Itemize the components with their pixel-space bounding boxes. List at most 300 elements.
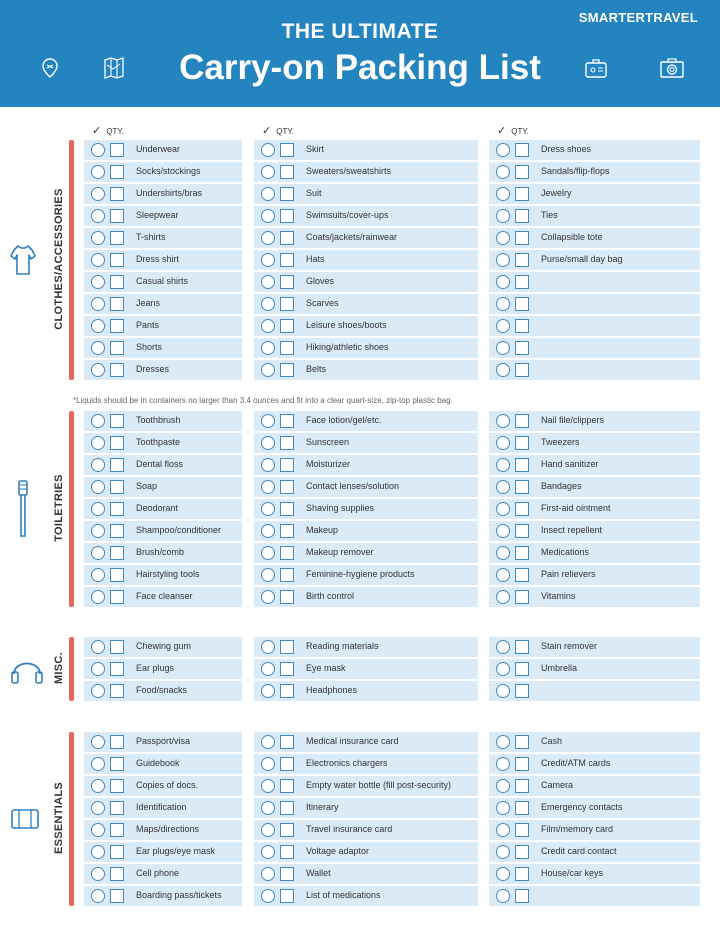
check-circle[interactable] [261,867,275,881]
toothbrush-icon [10,479,36,544]
check-circle[interactable] [91,209,105,223]
item-label: Nail file/clippers [541,415,605,425]
checklist-row [489,820,700,840]
item-label: Insect repellent [541,525,603,535]
quantity-box[interactable] [515,363,529,377]
quantity-box[interactable] [110,341,124,355]
quantity-box[interactable] [280,480,294,494]
quantity-box[interactable] [110,684,124,698]
checklist-row [254,162,478,182]
item-label: Umbrella [541,663,578,673]
quantity-box[interactable] [280,297,294,311]
quantity-box[interactable] [515,823,529,837]
check-circle[interactable] [261,640,275,654]
item-label: Food/snacks [136,685,188,695]
check-circle[interactable] [261,253,275,267]
checklist-row [84,162,242,182]
checklist-row [84,543,242,563]
quantity-box[interactable] [110,187,124,201]
quantity-box[interactable] [515,480,529,494]
check-circle[interactable] [261,458,275,472]
check-circle[interactable] [91,253,105,267]
item-label: T-shirts [136,232,166,242]
check-circle[interactable] [261,823,275,837]
quantity-box[interactable] [515,297,529,311]
check-circle[interactable] [91,735,105,749]
check-circle[interactable] [496,757,510,771]
check-circle[interactable] [261,502,275,516]
column-header-1: ✓ QTY. [92,125,124,137]
quantity-box[interactable] [280,165,294,179]
quantity-box[interactable] [515,684,529,698]
item-label: Ear plugs/eye mask [136,846,216,856]
check-circle[interactable] [261,231,275,245]
checklist-row [489,659,700,679]
quantity-box[interactable] [280,458,294,472]
checklist-row [254,659,478,679]
checklist-row [489,294,700,314]
quantity-box[interactable] [515,845,529,859]
checklist-row [254,316,478,336]
check-circle[interactable] [91,801,105,815]
checklist-row [489,411,700,431]
section-label: CLOTHES/ACCESSORIES [53,188,65,330]
quantity-box[interactable] [515,458,529,472]
check-circle[interactable] [261,524,275,538]
quantity-box[interactable] [515,341,529,355]
quantity-box[interactable] [280,341,294,355]
check-circle[interactable] [496,341,510,355]
quantity-box[interactable] [515,735,529,749]
item-label: Stain remover [541,641,598,651]
quantity-box[interactable] [280,735,294,749]
quantity-box[interactable] [280,231,294,245]
checklist-row [84,681,242,701]
check-circle[interactable] [496,363,510,377]
item-label: Camera [541,780,574,790]
quantity-box[interactable] [280,640,294,654]
quantity-box[interactable] [110,458,124,472]
quantity-box[interactable] [515,757,529,771]
check-circle[interactable] [496,253,510,267]
check-circle[interactable] [91,568,105,582]
check-circle[interactable] [496,143,510,157]
checklist-row [84,477,242,497]
item-label: Jeans [136,298,161,308]
checklist-row [254,864,478,884]
check-circle[interactable] [261,187,275,201]
quantity-box[interactable] [515,502,529,516]
checklist-row [489,338,700,358]
quantity-box[interactable] [110,414,124,428]
check-circle[interactable] [496,845,510,859]
check-circle[interactable] [91,363,105,377]
check-circle[interactable] [261,735,275,749]
page-title: Carry-on Packing List [179,48,541,87]
item-label: Makeup remover [306,547,374,557]
shirt-icon [10,243,36,282]
item-label: Hairstyling tools [136,569,200,579]
quantity-box[interactable] [280,319,294,333]
check-circle[interactable] [261,779,275,793]
quantity-box[interactable] [515,524,529,538]
quantity-box[interactable] [280,801,294,815]
item-label: Gloves [306,276,335,286]
quantity-box[interactable] [110,640,124,654]
check-circle[interactable] [261,436,275,450]
quantity-box[interactable] [515,253,529,267]
item-label: Travel insurance card [306,824,393,834]
checklist-row [489,798,700,818]
check-circle[interactable] [496,546,510,560]
quantity-box[interactable] [280,143,294,157]
check-circle[interactable] [261,684,275,698]
section-accent-bar [69,411,74,607]
item-label: Dress shirt [136,254,180,264]
item-label: House/car keys [541,868,604,878]
check-circle[interactable] [261,275,275,289]
check-circle[interactable] [91,319,105,333]
check-circle[interactable] [261,480,275,494]
quantity-box[interactable] [280,363,294,377]
quantity-box[interactable] [280,502,294,516]
check-circle[interactable] [261,757,275,771]
checklist-row [489,433,700,453]
check-circle[interactable] [91,823,105,837]
quantity-box[interactable] [515,867,529,881]
quantity-box[interactable] [110,823,124,837]
item-label: Toothbrush [136,415,181,425]
quantity-box[interactable] [515,889,529,903]
check-circle[interactable] [261,209,275,223]
quantity-box[interactable] [280,187,294,201]
item-label: Passport/visa [136,736,191,746]
quantity-box[interactable] [110,143,124,157]
check-circle[interactable] [261,801,275,815]
quantity-box[interactable] [280,845,294,859]
map-pin-icon [38,57,62,79]
check-circle[interactable] [261,662,275,676]
item-label: Copies of docs. [136,780,199,790]
checklist-row [254,338,478,358]
check-circle[interactable] [496,889,510,903]
check-circle[interactable] [261,363,275,377]
quantity-box[interactable] [280,209,294,223]
quantity-box[interactable] [515,143,529,157]
page-subtitle: THE ULTIMATE [281,20,439,43]
item-label: Chewing gum [136,641,192,651]
check-circle[interactable] [261,414,275,428]
section-label: ESSENTIALS [53,781,65,855]
item-label: Collapsible tote [541,232,603,242]
check-circle[interactable] [496,524,510,538]
quantity-box[interactable] [110,231,124,245]
quantity-box[interactable] [280,275,294,289]
check-circle[interactable] [91,458,105,472]
quantity-box[interactable] [110,590,124,604]
item-label: Pants [136,320,160,330]
quantity-box[interactable] [110,480,124,494]
checklist-row [84,228,242,248]
check-circle[interactable] [496,297,510,311]
item-label: Face cleanser [136,591,193,601]
checklist-row [254,543,478,563]
check-circle[interactable] [91,143,105,157]
quantity-box[interactable] [515,779,529,793]
check-circle[interactable] [496,436,510,450]
checklist-row [84,886,242,906]
check-circle[interactable] [91,867,105,881]
checklist-row [84,637,242,657]
checklist-row [489,732,700,752]
check-circle[interactable] [496,568,510,582]
quantity-box[interactable] [280,546,294,560]
checklist-row [254,140,478,160]
quantity-box[interactable] [110,757,124,771]
quantity-box[interactable] [515,165,529,179]
quantity-box[interactable] [110,209,124,223]
check-circle[interactable] [91,546,105,560]
suitcase-icon [584,57,608,79]
column-header-2: ✓ QTY. [262,125,294,137]
check-circle[interactable] [91,757,105,771]
quantity-box[interactable] [515,640,529,654]
item-label: Face lotion/gel/etc. [306,415,382,425]
quantity-box[interactable] [280,436,294,450]
quantity-box[interactable] [110,845,124,859]
check-circle[interactable] [91,845,105,859]
check-circle[interactable] [496,319,510,333]
item-label: Emergency contacts [541,802,623,812]
checklist-row [84,250,242,270]
check-circle[interactable] [91,889,105,903]
item-label: Coats/jackets/rainwear [306,232,398,242]
item-label: Guidebook [136,758,180,768]
check-circle[interactable] [91,640,105,654]
item-label: Undershirts/bras [136,188,203,198]
item-label: Scarves [306,298,339,308]
checklist-row [489,637,700,657]
checklist-row [254,499,478,519]
quantity-box[interactable] [280,253,294,267]
quantity-box[interactable] [110,735,124,749]
item-label: Shorts [136,342,163,352]
quantity-box[interactable] [110,253,124,267]
quantity-box[interactable] [110,165,124,179]
item-label: Underwear [136,144,181,154]
quantity-box[interactable] [280,823,294,837]
checklist-row [489,455,700,475]
quantity-box[interactable] [110,275,124,289]
check-circle[interactable] [91,414,105,428]
quantity-box[interactable] [515,209,529,223]
checklist-row [254,411,478,431]
quantity-box[interactable] [515,231,529,245]
quantity-box[interactable] [110,502,124,516]
item-label: Medications [541,547,590,557]
check-circle[interactable] [261,341,275,355]
quantity-box[interactable] [280,779,294,793]
checklist-row [84,184,242,204]
checklist-row [254,754,478,774]
quantity-box[interactable] [110,801,124,815]
section-accent-bar [69,732,74,906]
check-circle[interactable] [496,187,510,201]
quantity-box[interactable] [110,319,124,333]
check-circle[interactable] [91,684,105,698]
quantity-box[interactable] [515,568,529,582]
item-label: Contact lenses/solution [306,481,400,491]
checklist-row [489,681,700,701]
check-circle[interactable] [91,590,105,604]
check-circle[interactable] [91,231,105,245]
quantity-box[interactable] [280,867,294,881]
check-circle[interactable] [91,341,105,355]
checklist-row [84,864,242,884]
check-circle[interactable] [496,662,510,676]
checklist-row [254,360,478,380]
checklist-row [84,587,242,607]
quantity-box[interactable] [280,568,294,582]
checklist-row [84,754,242,774]
item-label: Socks/stockings [136,166,201,176]
check-circle[interactable] [496,684,510,698]
item-label: Dress shoes [541,144,592,154]
checklist-row [489,184,700,204]
quantity-box[interactable] [280,684,294,698]
item-label: Shaving supplies [306,503,375,513]
checklist-row [84,499,242,519]
quantity-box[interactable] [515,546,529,560]
check-circle[interactable] [261,546,275,560]
item-label: Dresses [136,364,170,374]
checklist-row [254,250,478,270]
check-circle[interactable] [261,297,275,311]
quantity-box[interactable] [280,524,294,538]
check-circle[interactable] [91,662,105,676]
quantity-box[interactable] [280,662,294,676]
check-circle[interactable] [91,187,105,201]
check-circle[interactable] [496,209,510,223]
checklist-row [489,864,700,884]
check-circle[interactable] [261,165,275,179]
check-circle[interactable] [496,823,510,837]
item-label: Boarding pass/tickets [136,890,222,900]
item-label: Ear plugs [136,663,175,673]
checklist-row [489,206,700,226]
section-label: TOILETRIES [53,474,65,542]
quantity-box[interactable] [110,546,124,560]
quantity-box[interactable] [515,187,529,201]
quantity-box[interactable] [280,590,294,604]
quantity-box[interactable] [280,414,294,428]
check-circle[interactable] [91,436,105,450]
passport-icon [10,808,40,835]
checklist-row [254,820,478,840]
quantity-box[interactable] [110,779,124,793]
quantity-box[interactable] [110,524,124,538]
quantity-box[interactable] [110,297,124,311]
quantity-box[interactable] [515,275,529,289]
quantity-box[interactable] [110,662,124,676]
checklist-row [254,842,478,862]
check-circle[interactable] [496,779,510,793]
checklist-row [84,659,242,679]
quantity-box[interactable] [280,889,294,903]
map-icon [102,57,126,79]
quantity-box[interactable] [515,801,529,815]
check-circle[interactable] [496,458,510,472]
check-circle[interactable] [91,480,105,494]
checklist-row [254,886,478,906]
check-circle[interactable] [496,502,510,516]
quantity-box[interactable] [110,436,124,450]
check-circle[interactable] [91,297,105,311]
check-circle[interactable] [91,779,105,793]
check-circle[interactable] [496,640,510,654]
item-label: Reading materials [306,641,379,651]
check-circle[interactable] [496,275,510,289]
quantity-box[interactable] [110,363,124,377]
check-circle[interactable] [261,845,275,859]
quantity-box[interactable] [110,568,124,582]
checklist-row [84,565,242,585]
check-circle[interactable] [496,867,510,881]
check-circle[interactable] [91,502,105,516]
quantity-box[interactable] [515,319,529,333]
item-label: Maps/directions [136,824,200,834]
check-circle[interactable] [91,165,105,179]
checklist-row [489,543,700,563]
check-circle[interactable] [496,735,510,749]
item-label: Toothpaste [136,437,181,447]
check-circle[interactable] [496,414,510,428]
check-circle[interactable] [261,568,275,582]
checklist-row [489,477,700,497]
checklist-row [489,228,700,248]
quantity-box[interactable] [515,436,529,450]
item-label: Deodorant [136,503,179,513]
check-circle[interactable] [91,275,105,289]
check-circle[interactable] [496,801,510,815]
checklist-row [489,776,700,796]
check-circle[interactable] [261,143,275,157]
checklist-row [254,433,478,453]
quantity-box[interactable] [110,867,124,881]
item-label: Soap [136,481,158,491]
check-circle[interactable] [496,590,510,604]
item-label: First-aid ointment [541,503,611,513]
quantity-box[interactable] [515,590,529,604]
checklist-row [254,455,478,475]
check-circle[interactable] [261,319,275,333]
section-label: MISC. [53,651,65,685]
quantity-box[interactable] [515,662,529,676]
item-label: Electronics chargers [306,758,388,768]
item-label: Medical insurance card [306,736,399,746]
quantity-box[interactable] [280,757,294,771]
quantity-box[interactable] [515,414,529,428]
check-circle[interactable] [496,480,510,494]
checklist-row [84,820,242,840]
check-circle[interactable] [261,590,275,604]
headphones-icon [10,652,44,691]
check-circle[interactable] [261,889,275,903]
check-circle[interactable] [496,231,510,245]
check-circle[interactable] [91,524,105,538]
quantity-box[interactable] [110,889,124,903]
check-circle[interactable] [496,165,510,179]
